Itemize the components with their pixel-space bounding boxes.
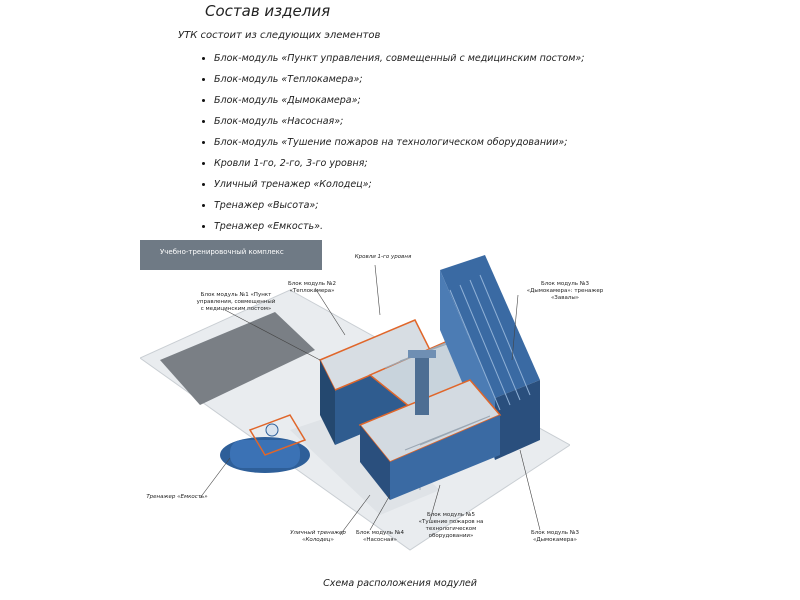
list-item: • Тренажер «Высота»; — [214, 195, 584, 216]
list-item: • Уличный тренажер «Колодец»; — [214, 174, 584, 195]
page-title: Состав изделия — [205, 2, 331, 20]
figure-caption: Схема расположения модулей — [323, 578, 477, 589]
label-module3-top: Блок модуль №3 «Дымокамера»: тренажер «Завалы» — [526, 281, 604, 301]
list-item: • Блок-модуль «Дымокамера»; — [214, 90, 584, 111]
list-item: • Блок-модуль «Пункт управления, совмещенный с медицинским постом»; — [214, 48, 584, 69]
module-layout-diagram — [140, 240, 570, 570]
list-item: • Блок-модуль «Насосная»; — [214, 111, 584, 132]
label-module1: Блок модуль №1 «Пункт управления, совмещенный с медицинским постом» — [196, 292, 276, 312]
label-module4: Блок модуль №4 «Насосная» — [355, 530, 405, 543]
components-list — [196, 48, 584, 237]
label-module5: Блок модуль №5 «Тушение пожаров на технологическом оборудовании» — [418, 512, 484, 539]
label-module2: Блок модуль №2 «Теплокамера» — [287, 281, 337, 294]
label-well: Уличный тренажер «Колодец» — [290, 530, 346, 543]
banner-text: Учебно-тренировочный комплекс — [160, 248, 284, 256]
label-tank: Тренажер «Емкость» — [146, 494, 208, 500]
diagram-banner — [140, 240, 322, 270]
list-item: • Тренажер «Емкость». — [214, 216, 584, 237]
label-module3-bottom: Блок модуль №3 «Дымокамера» — [530, 530, 580, 543]
list-item: • Блок-модуль «Тушение пожаров на технологическом оборудовании»; — [214, 132, 584, 153]
label-roof: Кровли 1-го уровня — [354, 254, 412, 260]
list-item: • Кровли 1-го, 2-го, 3-го уровня; — [214, 153, 584, 174]
list-item: • Блок-модуль «Теплокамера»; — [214, 69, 584, 90]
intro-text: УТК состоит из следующих элементов — [178, 30, 381, 41]
